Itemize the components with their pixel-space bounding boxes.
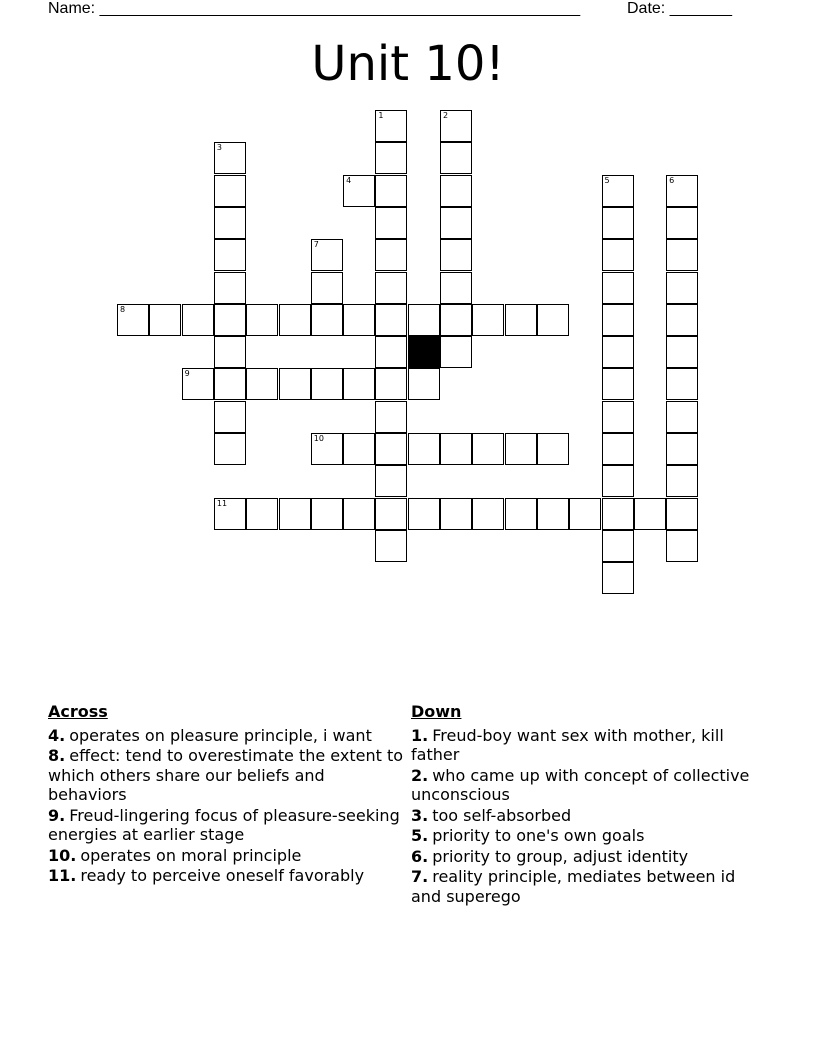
crossword-cell[interactable]: [375, 368, 407, 400]
crossword-cell[interactable]: [408, 433, 440, 465]
crossword-cell[interactable]: [375, 465, 407, 497]
clue-text: priority to one's own goals: [432, 826, 645, 845]
across-clue: [48, 846, 406, 866]
crossword-cell[interactable]: [666, 207, 698, 239]
crossword-cell[interactable]: [311, 239, 343, 271]
crossword-cell[interactable]: [569, 498, 601, 530]
clue-number: 7.: [411, 867, 429, 886]
crossword-cell[interactable]: [602, 272, 634, 304]
across-clue: [48, 746, 406, 805]
crossword-cell[interactable]: [343, 175, 375, 207]
cell-number: 5: [604, 175, 610, 185]
across-clues: [48, 702, 406, 887]
crossword-cell[interactable]: [408, 304, 440, 336]
crossword-cell[interactable]: [279, 498, 311, 530]
crossword-cell[interactable]: [666, 530, 698, 562]
crossword-cell[interactable]: [375, 272, 407, 304]
down-clues: [411, 702, 751, 907]
crossword-cell[interactable]: [440, 207, 472, 239]
down-heading: Down: [411, 702, 462, 721]
cell-number: 7: [313, 240, 319, 250]
crossword-cell[interactable]: [666, 465, 698, 497]
crossword-cell[interactable]: [375, 336, 407, 368]
across-clue: [48, 866, 406, 886]
crossword-cell[interactable]: [472, 433, 504, 465]
crossword-cell[interactable]: [214, 142, 246, 174]
cell-number: 1: [378, 111, 384, 120]
clue-text: reality principle, mediates between id and superego: [411, 867, 736, 906]
cell-number: 3: [216, 143, 222, 153]
crossword-cell[interactable]: [311, 272, 343, 304]
crossword-cell[interactable]: [375, 175, 407, 207]
crossword-cell[interactable]: [311, 368, 343, 400]
crossword-cell[interactable]: [602, 530, 634, 562]
crossword-cell[interactable]: [214, 272, 246, 304]
crossword-cell[interactable]: [375, 110, 407, 142]
crossword-cell[interactable]: [375, 498, 407, 530]
clue-number: 3.: [411, 805, 429, 825]
clue-number: 6.: [411, 846, 429, 866]
crossword-cell[interactable]: [408, 368, 440, 400]
down-clue: [411, 826, 751, 846]
crossword-cell[interactable]: [311, 433, 343, 465]
crossword-cell[interactable]: [214, 433, 246, 465]
crossword-cell[interactable]: [666, 498, 698, 530]
crossword-cell[interactable]: [666, 175, 698, 207]
crossword-cell[interactable]: [279, 368, 311, 400]
crossword-cell[interactable]: [246, 368, 278, 400]
crossword-cell[interactable]: [149, 304, 181, 336]
crossword-cell[interactable]: [602, 401, 634, 433]
crossword-cell[interactable]: [408, 498, 440, 530]
crossword-cell[interactable]: [440, 498, 472, 530]
crossword-cell[interactable]: [440, 110, 472, 142]
crossword-cell[interactable]: [440, 433, 472, 465]
crossword-cell[interactable]: [472, 498, 504, 530]
crossword-cell[interactable]: [375, 304, 407, 336]
clue-text: ready to perceive oneself favorably: [80, 866, 365, 885]
crossword-cell[interactable]: [214, 207, 246, 239]
clue-number: 2.: [411, 765, 429, 785]
crossword-cell[interactable]: [182, 304, 214, 336]
across-clue: [48, 806, 406, 845]
cell-number: 11: [216, 498, 228, 508]
crossword-cell[interactable]: [375, 401, 407, 433]
crossword-cell[interactable]: [214, 239, 246, 271]
crossword-cell[interactable]: [375, 207, 407, 239]
crossword-cell[interactable]: [375, 433, 407, 465]
crossword-cell[interactable]: [246, 304, 278, 336]
crossword-cell[interactable]: [117, 304, 149, 336]
crossword-cell[interactable]: [182, 368, 214, 400]
crossword-cell[interactable]: [505, 433, 537, 465]
crossword-cell[interactable]: [343, 433, 375, 465]
crossword-cell[interactable]: [440, 175, 472, 207]
clue-text: too self-absorbed: [432, 805, 572, 825]
crossword-cell[interactable]: [440, 304, 472, 336]
crossword-cell[interactable]: [602, 368, 634, 400]
cell-number: 8: [120, 304, 126, 314]
page-title: Unit 10!: [311, 36, 505, 92]
clue-number: 1.: [411, 725, 429, 745]
clue-number: 9.: [48, 805, 66, 825]
cell-number: 9: [184, 369, 190, 379]
crossword-cell[interactable]: [214, 175, 246, 207]
down-clue: [411, 867, 751, 906]
crossword-cell[interactable]: [440, 142, 472, 174]
cell-number: 4: [346, 175, 352, 185]
crossword-cell[interactable]: [666, 272, 698, 304]
cell-number: 10: [313, 434, 324, 443]
crossword-cell[interactable]: [214, 304, 246, 336]
crossword-cell[interactable]: [602, 498, 634, 530]
crossword-cell[interactable]: [214, 401, 246, 433]
crossword-cell[interactable]: [440, 336, 472, 368]
crossword-cell[interactable]: [602, 207, 634, 239]
crossword-cell[interactable]: [666, 401, 698, 433]
crossword-cell[interactable]: [602, 336, 634, 368]
down-clue: [411, 847, 751, 867]
crossword-cell[interactable]: [602, 433, 634, 465]
crossword-cell[interactable]: [602, 175, 634, 207]
crossword-cell[interactable]: [602, 465, 634, 497]
clue-text: Freud-boy want sex with mother, kill father: [411, 725, 724, 764]
date-line: Date: _______: [627, 0, 732, 17]
crossword-cell[interactable]: [666, 304, 698, 336]
crossword-cell[interactable]: [505, 304, 537, 336]
clue-number: 8.: [48, 746, 66, 765]
crossword-cell[interactable]: [666, 239, 698, 271]
crossword-cell[interactable]: [375, 142, 407, 174]
crossword-cell[interactable]: [214, 498, 246, 530]
crossword-cell[interactable]: [537, 304, 569, 336]
crossword-cell[interactable]: [440, 239, 472, 271]
clue-text: effect: tend to overestimate the extent to which others share our beliefs and behaviors: [48, 746, 403, 804]
clue-text: Freud-lingering focus of pleasure-seeking energies at earlier stage: [48, 805, 400, 844]
name-line: Name: ______________________________________________________: [48, 0, 581, 17]
crossword-cell[interactable]: [472, 304, 504, 336]
crossword-cell[interactable]: [343, 368, 375, 400]
crossword-cell[interactable]: [214, 336, 246, 368]
crossword-cell[interactable]: [311, 498, 343, 530]
crossword-cell[interactable]: [279, 304, 311, 336]
clue-number: 10.: [48, 845, 77, 865]
clue-text: who came up with concept of collective unconscious: [411, 765, 750, 804]
crossword-cell[interactable]: [666, 368, 698, 400]
down-clue: [411, 726, 751, 765]
crossword-cell[interactable]: [537, 433, 569, 465]
black-square: [408, 336, 440, 368]
crossword-cell[interactable]: [602, 239, 634, 271]
clue-number: 11.: [48, 866, 77, 885]
cell-number: 2: [443, 111, 449, 120]
crossword-cell[interactable]: [343, 498, 375, 530]
crossword-cell[interactable]: [311, 304, 343, 336]
clue-text: priority to group, adjust identity: [432, 846, 689, 866]
across-heading: Across: [48, 702, 108, 721]
clue-number: 5.: [411, 826, 429, 845]
down-clue: [411, 766, 751, 805]
crossword-cell[interactable]: [246, 498, 278, 530]
crossword-cell[interactable]: [375, 530, 407, 562]
clue-text: operates on moral principle: [80, 845, 302, 865]
crossword-cell[interactable]: [537, 498, 569, 530]
crossword-cell[interactable]: [440, 272, 472, 304]
cell-number: 6: [669, 175, 675, 185]
crossword-cell[interactable]: [666, 336, 698, 368]
crossword-cell[interactable]: [375, 239, 407, 271]
across-clue: [48, 726, 406, 746]
crossword-cell[interactable]: [602, 562, 634, 594]
crossword-cell[interactable]: [602, 304, 634, 336]
crossword-cell[interactable]: [666, 433, 698, 465]
clue-text: operates on pleasure principle, i want: [69, 725, 372, 745]
crossword-cell[interactable]: [505, 498, 537, 530]
crossword-cell[interactable]: [343, 304, 375, 336]
clue-number: 4.: [48, 725, 66, 745]
down-clue: [411, 806, 751, 826]
crossword-cell[interactable]: [634, 498, 666, 530]
crossword-cell[interactable]: [214, 368, 246, 400]
